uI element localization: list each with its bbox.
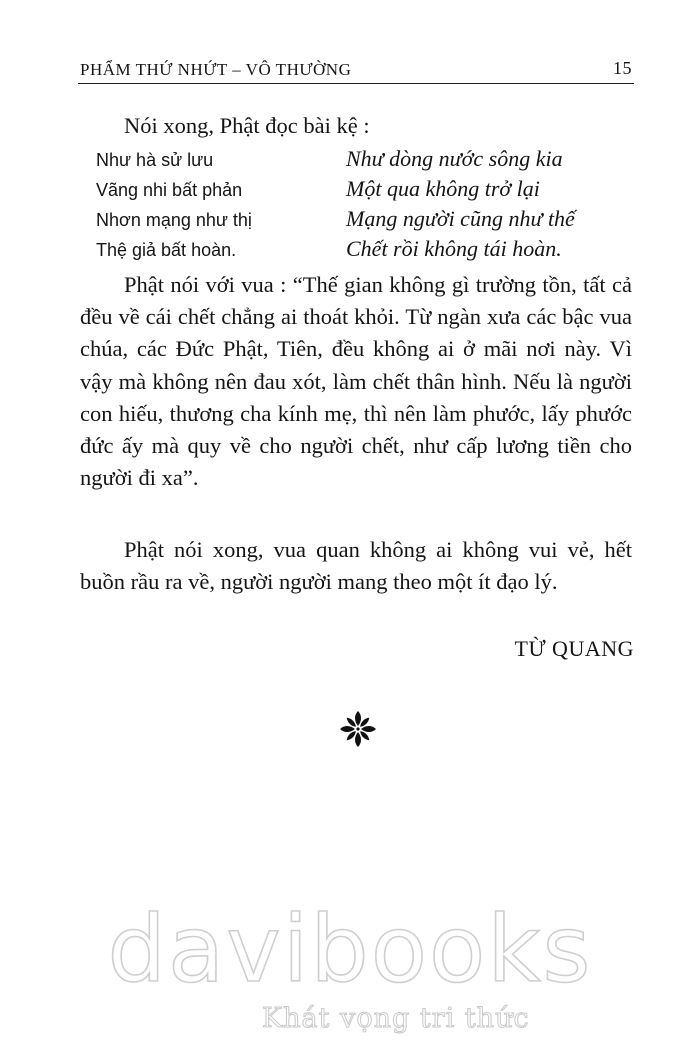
intro-paragraph: Nói xong, Phật đọc bài kệ : [124, 113, 370, 138]
verse-block [96, 146, 636, 266]
verse-original: Vãng nhi bất phản [96, 180, 243, 200]
verse-line [96, 236, 636, 266]
verse-translation: Như dòng nước sông kia [346, 146, 563, 171]
verse-translation: Chết rồi không tái hoàn. [346, 236, 562, 261]
verse-line [96, 206, 636, 236]
verse-line [96, 176, 636, 206]
verse-original: Nhơn mạng như thị [96, 210, 252, 230]
watermark-tagline: Khát vọng tri thức [262, 1003, 530, 1034]
closing-paragraph: Phật nói xong, vua quan không ai không vui vẻ, hết buồn rầu ra về, người người mang theo một ít đạo lý. [80, 537, 632, 595]
header-rule [78, 83, 634, 84]
watermark-logo: davibooks [107, 896, 593, 1003]
running-header [80, 58, 632, 82]
verse-original: Như hà sử lưu [96, 150, 214, 170]
author-signature: TỪ QUANG [514, 636, 634, 661]
verse-translation: Một qua không trở lại [346, 176, 540, 201]
speech-paragraph: Phật nói với vua : “Thế gian không gì trường tồn, tất cả đều về cái chết chẳng ai thoát khỏi. Từ ngàn xưa các bậc vua chúa, các Đức Phật, Tiên, đều không ai ở mãi nơi này. Vì vậy mà không nên đau xót, làm chết thân hình. Nếu là người con hiếu, thương cha kính mẹ, thì nên làm phước, lấy phước đức ấy mà quy về cho người chết, như cấp lương tiền cho người đi xa”. [80, 272, 632, 491]
verse-translation: Mạng người cũng như thế [346, 206, 575, 231]
verse-line [96, 146, 636, 176]
chapter-title: PHẨM THỨ NHỨT – VÔ THƯỜNG [80, 60, 352, 79]
flower-ornament-icon [338, 709, 378, 749]
page-number: 15 [613, 58, 632, 78]
verse-original: Thệ giả bất hoàn. [96, 240, 237, 260]
